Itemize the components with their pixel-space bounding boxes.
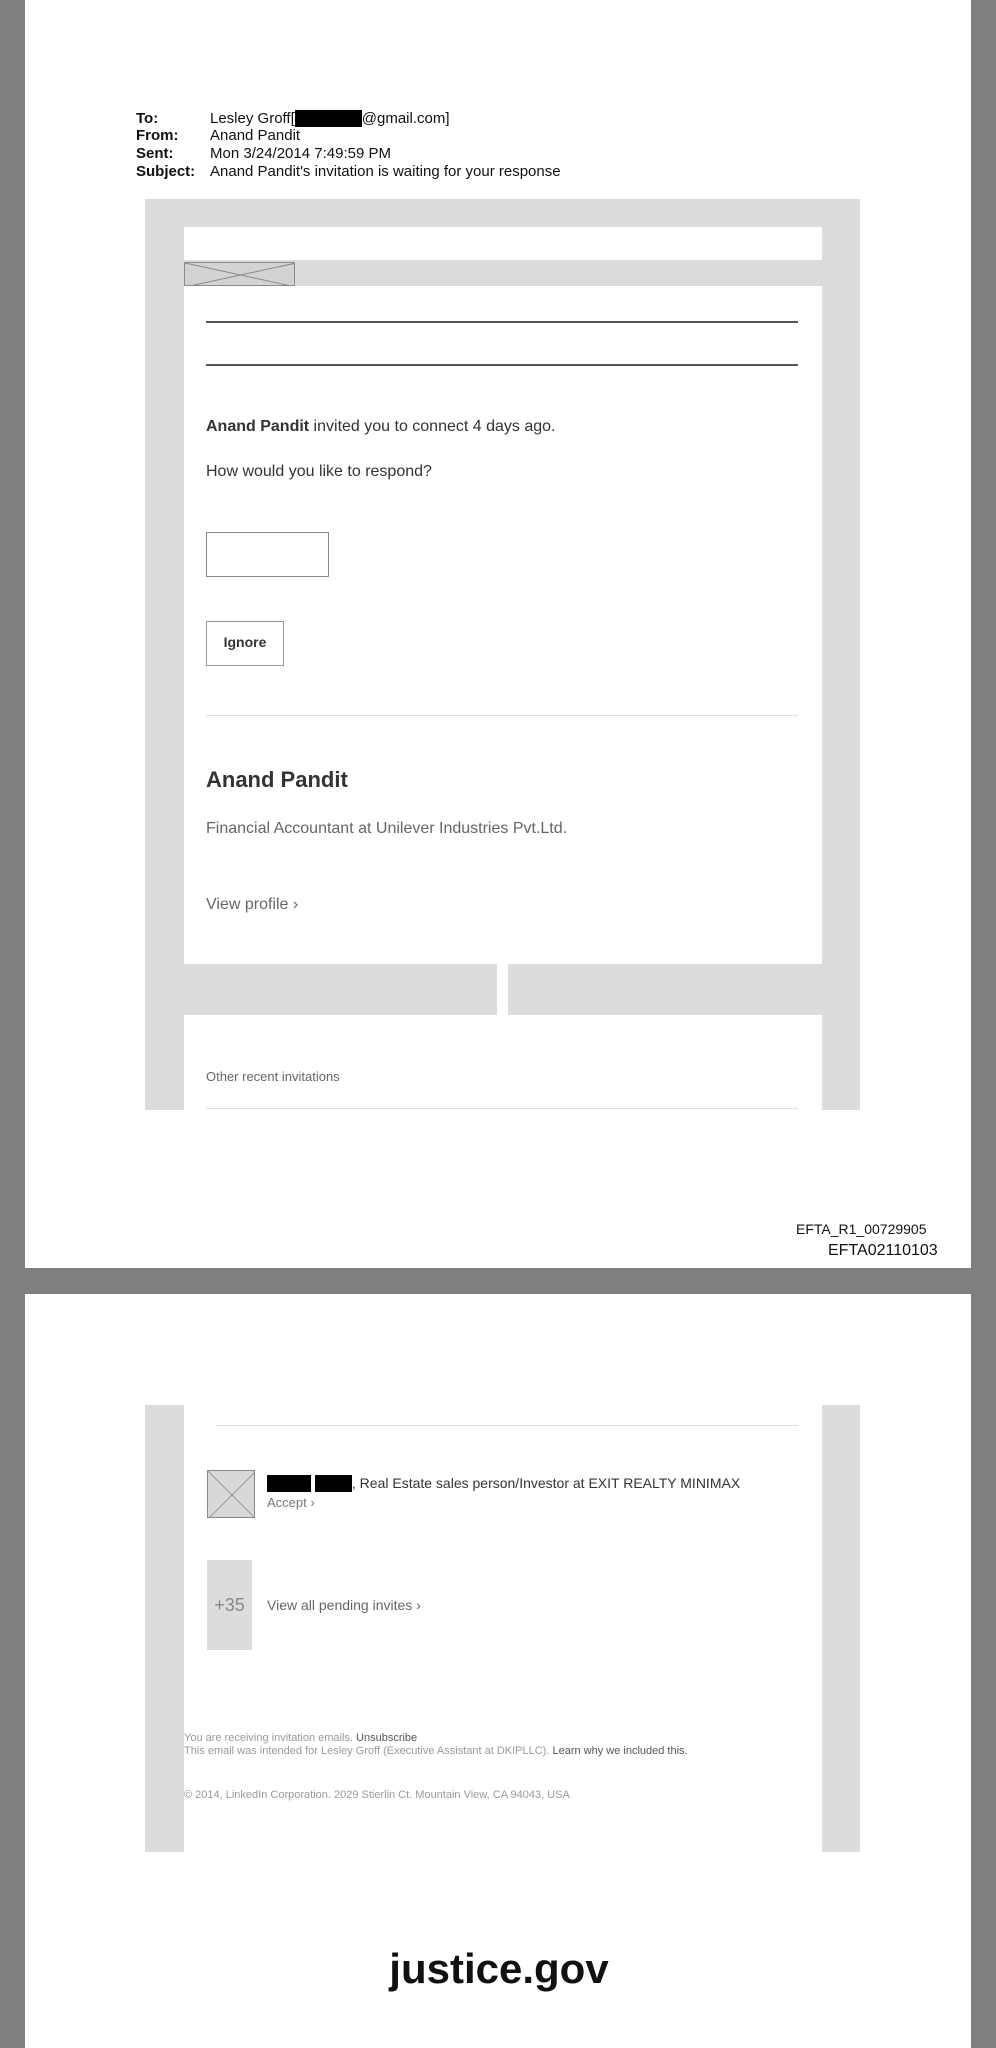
- to-name: Lesley Groff[: [210, 110, 295, 127]
- divider-line: [206, 1108, 798, 1109]
- document-page-1: [25, 0, 971, 1268]
- invite-message: [206, 418, 556, 436]
- efta-r1-id: EFTA_R1_00729905: [796, 1221, 927, 1237]
- logo-placeholder-icon: [184, 262, 295, 286]
- profile-name[interactable]: Anand Pandit: [206, 767, 348, 792]
- respond-question: How would you like to respond?: [206, 463, 432, 480]
- pending-count-badge: +35: [207, 1560, 252, 1650]
- footer-copyright: © 2014, LinkedIn Corporation. 2029 Stierlin Ct. Mountain View, CA 94043, USA: [184, 1789, 570, 1801]
- avatar-placeholder-icon[interactable]: [207, 1470, 255, 1518]
- subject-value: Anand Pandit's invitation is waiting for your response: [210, 163, 561, 180]
- from-label: From:: [136, 127, 179, 144]
- footer-intended: [184, 1745, 688, 1757]
- view-all-pending-link[interactable]: View all pending invites ›: [267, 1597, 421, 1613]
- justice-gov-watermark: [357, 1923, 641, 2015]
- from-value: Anand Pandit: [210, 127, 301, 144]
- sent-label: Sent:: [136, 145, 174, 162]
- content-card: [184, 1405, 822, 1852]
- accept-button[interactable]: [206, 532, 329, 577]
- to-value: [210, 110, 450, 127]
- divider-line: [216, 1425, 798, 1426]
- footer-receiving: [184, 1732, 417, 1744]
- divider-line: [206, 321, 798, 323]
- receiving-text: You are receiving invitation emails.: [184, 1732, 357, 1744]
- to-domain: @gmail.com]: [361, 110, 450, 127]
- profile-headline: Financial Accountant at Unilever Industries Pvt.Ltd.: [206, 820, 568, 837]
- invitation-item: [267, 1475, 740, 1492]
- unsubscribe-link[interactable]: Unsubscribe: [356, 1732, 418, 1744]
- sent-value: Mon 3/24/2014 7:49:59 PM: [210, 145, 391, 162]
- watermark-text: justice.gov: [389, 1945, 609, 1992]
- subject-label: Subject:: [136, 163, 196, 180]
- view-profile-link[interactable]: View profile ›: [206, 896, 299, 913]
- banner-top: [184, 227, 822, 260]
- inviter-name[interactable]: Anand Pandit: [206, 418, 310, 435]
- redaction-bar: [315, 1475, 352, 1492]
- efta-id: EFTA02110103: [828, 1242, 938, 1259]
- redaction-bar: [267, 1475, 311, 1492]
- divider-line: [206, 715, 798, 716]
- learn-why-link[interactable]: Learn why we included this.: [552, 1745, 688, 1757]
- invite-text: invited you to connect 4 days ago.: [309, 418, 556, 435]
- other-invites-card: [184, 1015, 822, 1110]
- invitation-item-text: , Real Estate sales person/Investor at EXIT REALTY MINIMAX: [351, 1475, 741, 1491]
- redaction-bar: [295, 110, 362, 127]
- other-invitations-heading: Other recent invitations: [206, 1069, 340, 1084]
- to-label: To:: [136, 110, 159, 127]
- divider-line: [206, 364, 798, 366]
- ignore-button[interactable]: Ignore: [206, 621, 284, 666]
- intended-text: This email was intended for Lesley Groff (Executive Assistant at DKIPLLC).: [184, 1745, 553, 1757]
- accept-link[interactable]: Accept ›: [267, 1495, 315, 1510]
- band-gap: [497, 964, 508, 1015]
